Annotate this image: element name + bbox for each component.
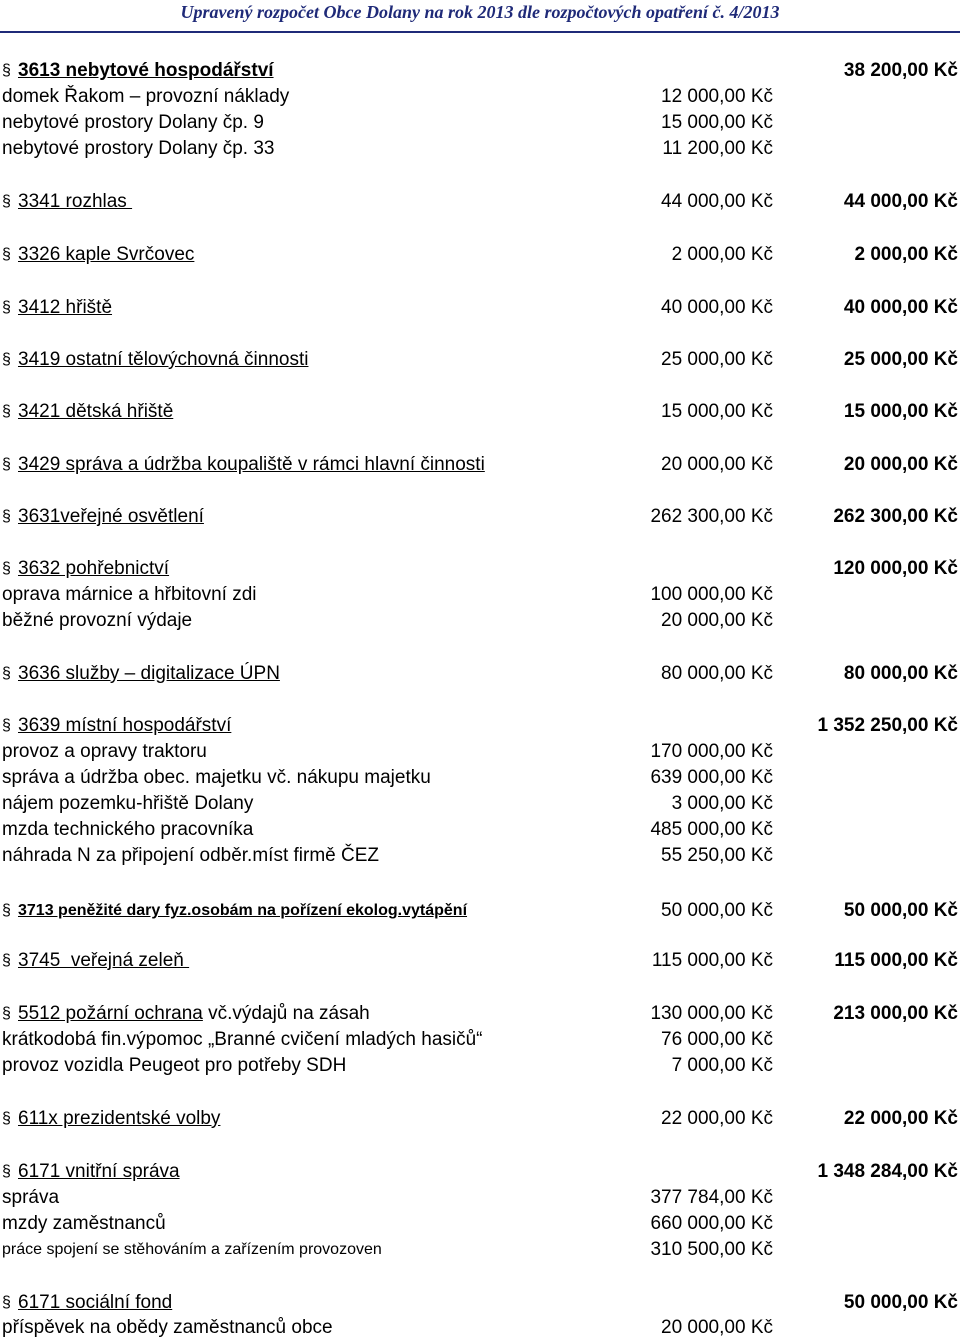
section-total: 213 000,00 Kč xyxy=(833,1003,958,1024)
section-label xyxy=(18,1001,370,1027)
budget-item-row xyxy=(0,84,960,110)
section-bullet-icon: § xyxy=(2,1163,11,1180)
section-total: 120 000,00 Kč xyxy=(833,558,958,579)
section-total: 1 352 250,00 Kč xyxy=(817,715,958,736)
section-label: 6171 sociální fond xyxy=(18,1292,173,1313)
section-total: 50 000,00 Kč xyxy=(843,1292,958,1313)
section-total: 15 000,00 Kč xyxy=(843,401,958,422)
section-total: 44 000,00 Kč xyxy=(843,191,958,212)
section-total: 40 000,00 Kč xyxy=(843,297,958,318)
item-label: náhrada N za připojení odběr.míst firmě ČEZ xyxy=(2,845,380,866)
item-amount: 20 000,00 Kč xyxy=(661,1317,773,1338)
item-label: správa a údržba obec. majetku vč. nákupu majetku xyxy=(2,767,431,788)
budget-section-row xyxy=(0,1001,960,1027)
item-amount: 20 000,00 Kč xyxy=(661,610,773,631)
item-amount: 100 000,00 Kč xyxy=(650,584,773,605)
budget-section-row xyxy=(0,242,960,268)
item-label: provoz a opravy traktoru xyxy=(2,741,207,762)
item-amount: 485 000,00 Kč xyxy=(650,819,773,840)
item-label: mzdy zaměstnanců xyxy=(2,1213,166,1234)
item-amount: 12 000,00 Kč xyxy=(661,86,773,107)
section-bullet-icon: § xyxy=(2,456,11,473)
section-bullet-icon: § xyxy=(2,902,11,919)
budget-section-row xyxy=(0,898,960,924)
section-label: 611x prezidentské volby xyxy=(18,1108,221,1129)
section-total: 22 000,00 Kč xyxy=(843,1108,958,1129)
item-amount: 11 200,00 Kč xyxy=(662,138,773,159)
item-label: provoz vozidla Peugeot pro potřeby SDH xyxy=(2,1055,347,1076)
section-label: 3745 veřejná zeleň xyxy=(18,950,190,971)
section-amount: 44 000,00 Kč xyxy=(661,191,773,212)
budget-item-row xyxy=(0,110,960,136)
item-amount: 55 250,00 Kč xyxy=(661,845,773,866)
item-amount: 377 784,00 Kč xyxy=(650,1187,773,1208)
item-label: oprava márnice a hřbitovní zdi xyxy=(2,584,257,605)
section-label: 3429 správa a údržba koupaliště v rámci hlavní činnosti xyxy=(18,454,485,475)
section-label: 3632 pohřebnictví xyxy=(18,558,170,579)
item-label: mzda technického pracovníka xyxy=(2,819,254,840)
item-label: příspěvek na obědy zaměstnanců obce xyxy=(2,1317,333,1338)
section-bullet-icon: § xyxy=(2,403,11,420)
item-label: práce spojení se stěhováním a zařízením provozoven xyxy=(2,1241,382,1258)
section-total: 50 000,00 Kč xyxy=(843,900,958,921)
section-amount: 15 000,00 Kč xyxy=(661,401,773,422)
section-label: 3613 nebytové hospodářství xyxy=(18,60,274,81)
section-label-rest: vč.výdajů na zásah xyxy=(202,1003,370,1024)
section-amount: 25 000,00 Kč xyxy=(661,349,773,370)
budget-item-row xyxy=(0,739,960,765)
budget-section-row xyxy=(0,504,960,530)
budget-item-row xyxy=(0,1027,960,1053)
section-amount: 262 300,00 Kč xyxy=(650,506,773,527)
budget-item-row xyxy=(0,1211,960,1237)
item-amount: 639 000,00 Kč xyxy=(650,767,773,788)
section-bullet-icon: § xyxy=(2,62,11,79)
section-amount: 20 000,00 Kč xyxy=(661,454,773,475)
budget-section-row xyxy=(0,452,960,478)
section-label: 3412 hřiště xyxy=(18,297,113,318)
section-total: 115 000,00 Kč xyxy=(834,950,958,971)
item-amount: 310 500,00 Kč xyxy=(650,1239,773,1260)
item-label: nebytové prostory Dolany čp. 33 xyxy=(2,138,275,159)
item-amount: 170 000,00 Kč xyxy=(650,741,773,762)
budget-section-row xyxy=(0,556,960,582)
budget-item-row xyxy=(0,843,960,869)
item-amount: 7 000,00 Kč xyxy=(671,1055,773,1076)
section-amount: 80 000,00 Kč xyxy=(661,663,773,684)
section-label: 6171 vnitřní správa xyxy=(18,1161,180,1182)
budget-item-row xyxy=(0,1315,960,1341)
item-label: nebytové prostory Dolany čp. 9 xyxy=(2,112,264,133)
section-total: 20 000,00 Kč xyxy=(843,454,958,475)
budget-item-row xyxy=(0,582,960,608)
section-bullet-icon: § xyxy=(2,351,11,368)
budget-section-row xyxy=(0,1106,960,1132)
item-amount: 15 000,00 Kč xyxy=(661,112,773,133)
item-label: nájem pozemku-hřiště Dolany xyxy=(2,793,254,814)
budget-item-row xyxy=(0,1185,960,1211)
section-bullet-icon: § xyxy=(2,1005,11,1022)
section-label: 3631veřejné osvětlení xyxy=(18,506,204,527)
item-amount: 660 000,00 Kč xyxy=(650,1213,773,1234)
section-amount: 22 000,00 Kč xyxy=(661,1108,773,1129)
section-total: 1 348 284,00 Kč xyxy=(817,1161,958,1182)
budget-section-row xyxy=(0,189,960,215)
section-amount: 40 000,00 Kč xyxy=(661,297,773,318)
section-label: 3326 kaple Svrčovec xyxy=(18,244,195,265)
budget-section-row xyxy=(0,713,960,739)
budget-item-row xyxy=(0,791,960,817)
section-amount: 115 000,00 Kč xyxy=(651,950,773,971)
section-total: 262 300,00 Kč xyxy=(833,506,958,527)
budget-item-row xyxy=(0,765,960,791)
budget-section-row xyxy=(0,948,960,974)
page-title: Upravený rozpočet Obce Dolany na rok 2013 dle rozpočtových opatření č. 4/2013 xyxy=(180,2,780,22)
section-label: 3421 dětská hřiště xyxy=(18,401,174,422)
section-label: 3636 služby – digitalizace ÚPN xyxy=(18,663,280,684)
section-total: 25 000,00 Kč xyxy=(843,349,958,370)
budget-section-row xyxy=(0,347,960,373)
section-total: 80 000,00 Kč xyxy=(843,663,958,684)
budget-item-row xyxy=(0,1053,960,1079)
budget-section-row xyxy=(0,661,960,687)
section-amount: 130 000,00 Kč xyxy=(650,1003,773,1024)
item-amount: 76 000,00 Kč xyxy=(661,1029,773,1050)
section-bullet-icon: § xyxy=(2,1294,11,1311)
section-total: 2 000,00 Kč xyxy=(854,244,958,265)
header-divider xyxy=(0,31,960,33)
item-label: krátkodobá fin.výpomoc „Branné cvičení mladých hasičů“ xyxy=(2,1029,483,1050)
section-bullet-icon: § xyxy=(2,1110,11,1127)
section-label: 3639 místní hospodářství xyxy=(18,715,232,736)
budget-section-row xyxy=(0,399,960,425)
section-bullet-icon: § xyxy=(2,508,11,525)
section-bullet-icon: § xyxy=(2,952,11,969)
section-total: 38 200,00 Kč xyxy=(843,60,958,81)
section-bullet-icon: § xyxy=(2,665,11,682)
budget-section-row xyxy=(0,58,960,84)
section-amount: 50 000,00 Kč xyxy=(661,900,773,921)
section-bullet-icon: § xyxy=(2,560,11,577)
budget-section-row xyxy=(0,295,960,321)
budget-item-row xyxy=(0,817,960,843)
item-label: domek Řakom – provozní náklady xyxy=(2,86,290,107)
budget-item-row xyxy=(0,136,960,162)
section-bullet-icon: § xyxy=(2,299,11,316)
budget-section-row xyxy=(0,1159,960,1185)
section-amount: 2 000,00 Kč xyxy=(671,244,773,265)
item-amount: 3 000,00 Kč xyxy=(671,793,773,814)
item-label: správa xyxy=(2,1187,60,1208)
item-label: běžné provozní výdaje xyxy=(2,610,193,631)
section-bullet-icon: § xyxy=(2,193,11,210)
section-bullet-icon: § xyxy=(2,717,11,734)
section-label-underlined: 5512 požární ochrana xyxy=(18,1003,203,1024)
section-label: 3713 peněžité dary fyz.osobám na pořízení ekolog.vytápění xyxy=(18,902,468,919)
section-bullet-icon: § xyxy=(2,246,11,263)
budget-item-row xyxy=(0,1237,960,1263)
budget-item-row xyxy=(0,608,960,634)
section-label: 3341 rozhlas xyxy=(18,191,133,212)
section-label: 3419 ostatní tělovýchovná činnosti xyxy=(18,349,309,370)
budget-section-row xyxy=(0,1290,960,1316)
